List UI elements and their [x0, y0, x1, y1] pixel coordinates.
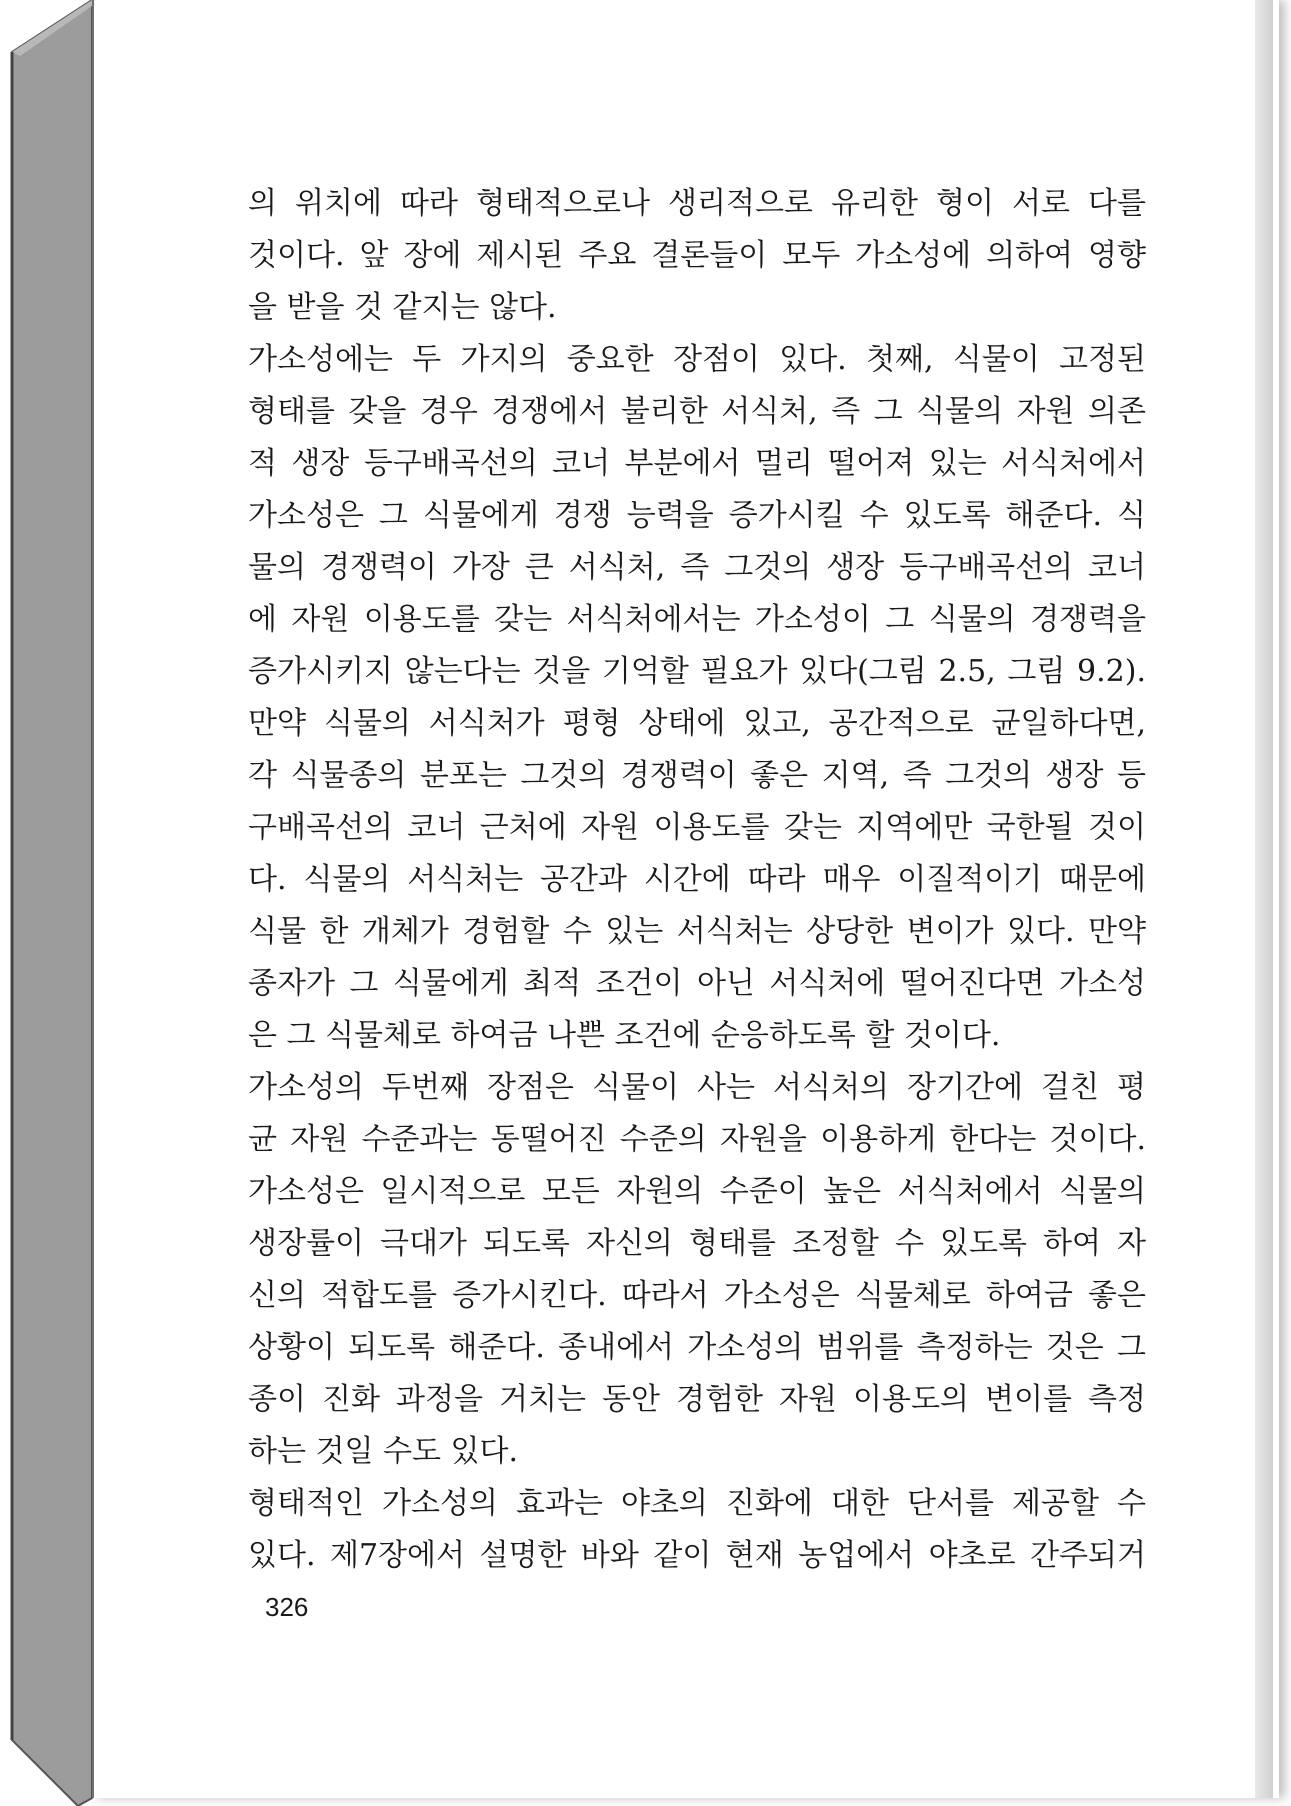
text-line: 각 식물종의 분포는 그것의 경쟁력이 좋은 지역, 즉 그것의 생장 등 [248, 758, 1146, 793]
text-line: 상황이 되도록 해준다. 종내에서 가소성의 범위를 측정하는 것은 그 [248, 1330, 1146, 1365]
text-line: 가소성에는 두 가지의 중요한 장점이 있다. 첫째, 식물이 고정된 [248, 342, 1146, 377]
text-line: 종이 진화 과정을 거치는 동안 경험한 자원 이용도의 변이를 측정 [248, 1382, 1146, 1417]
text-line: 증가시키지 않는다는 것을 기억할 필요가 있다(그림 2.5, 그림 9.2). [248, 654, 1146, 689]
text-line: 다. 식물의 서식처는 공간과 시간에 따라 매우 이질적이기 때문에 [248, 862, 1146, 897]
page-right-edge [1255, 0, 1273, 1798]
paragraph-3 [248, 1062, 1146, 1478]
text-line: 에 자원 이용도를 갖는 서식처에서는 가소성이 그 식물의 경쟁력을 [248, 602, 1146, 637]
text-line: 은 그 식물체로 하여금 나쁜 조건에 순응하도록 할 것이다. [248, 1018, 1001, 1053]
text-line: 생장률이 극대가 되도록 자신의 형태를 조정할 수 있도록 하여 자 [248, 1226, 1146, 1261]
text-line: 물의 경쟁력이 가장 큰 서식처, 즉 그것의 생장 등구배곡선의 코너 [248, 550, 1146, 585]
page-number: 326 [265, 1592, 309, 1622]
text-line: 가소성의 두번째 장점은 식물이 사는 서식처의 장기간에 걸친 평 [248, 1070, 1146, 1105]
text-line: 가소성은 그 식물에게 경쟁 능력을 증가시킬 수 있도록 해준다. 식 [248, 498, 1146, 533]
text-line: 있다. 제7장에서 설명한 바와 같이 현재 농업에서 야초로 간주되거 [248, 1538, 1146, 1573]
paragraph-1 [248, 178, 1146, 334]
text-line: 균 자원 수준과는 동떨어진 수준의 자원을 이용하게 한다는 것이다. [248, 1122, 1146, 1157]
text-line: 종자가 그 식물에게 최적 조건이 아닌 서식처에 떨어진다면 가소성 [248, 966, 1146, 1001]
text-line: 구배곡선의 코너 근처에 자원 이용도를 갖는 지역에만 국한될 것이 [248, 810, 1146, 845]
text-line: 의 위치에 따라 형태적으로나 생리적으로 유리한 형이 서로 다를 [248, 186, 1146, 221]
text-line: 을 받을 것 같지는 않다. [248, 290, 557, 325]
text-line: 것이다. 앞 장에 제시된 주요 결론들이 모두 가소성에 의하여 영향 [248, 238, 1146, 273]
text-line: 형태를 갖을 경우 경쟁에서 불리한 서식처, 즉 그 식물의 자원 의존 [248, 394, 1146, 429]
text-line: 형태적인 가소성의 효과는 야초의 진화에 대한 단서를 제공할 수 [248, 1486, 1146, 1521]
text-line: 가소성은 일시적으로 모든 자원의 수준이 높은 서식처에서 식물의 [248, 1174, 1146, 1209]
text-line: 적 생장 등구배곡선의 코너 부분에서 멀리 떨어져 있는 서식처에서 [248, 446, 1146, 481]
text-line: 식물 한 개체가 경험할 수 있는 서식처는 상당한 변이가 있다. 만약 [248, 914, 1146, 949]
body-text [248, 178, 1146, 1582]
paragraph-4 [248, 1478, 1146, 1582]
text-line: 만약 식물의 서식처가 평형 상태에 있고, 공간적으로 균일하다면, [248, 706, 1146, 741]
text-line: 하는 것일 수도 있다. [248, 1434, 518, 1469]
paragraph-2 [248, 334, 1146, 1062]
text-line: 신의 적합도를 증가시킨다. 따라서 가소성은 식물체로 하여금 좋은 [248, 1278, 1146, 1313]
